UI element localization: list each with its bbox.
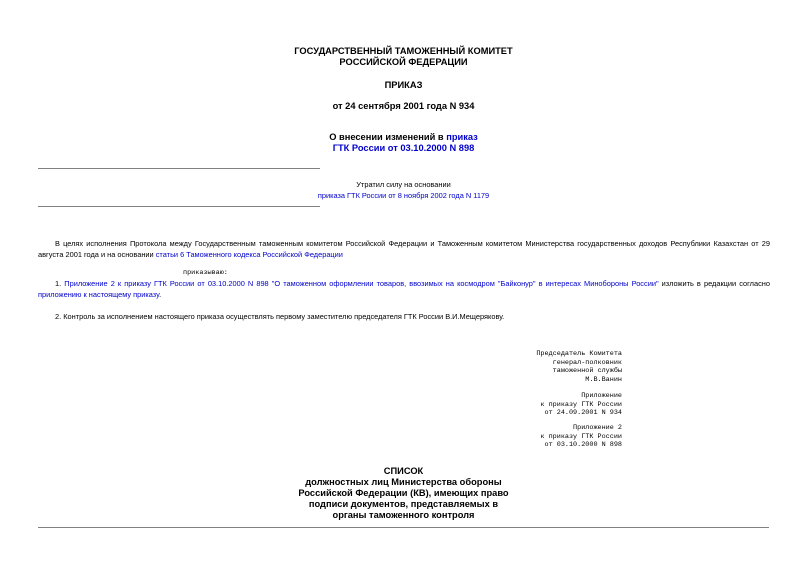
repeal-status-line2 (0, 191, 807, 201)
appendix-2-block (540, 424, 622, 450)
appendix-2-line2: к приказу ГТК России (540, 432, 622, 441)
signature-line2: генерал-полковник (552, 358, 622, 367)
subject-prefix: О внесении изменений в (329, 132, 447, 142)
intro-text: В целях исполнения Протокола между Государственным таможенным комитетом Российской Федерации и Таможенным комитетом Министерства государственных доходов Республики Казахстан от 29 августа 2001 года и на основании (38, 239, 770, 259)
item-2-text: 2. Контроль за исполнением настоящего приказа осуществлять первому заместителю председателя ГТК России В.И.Мещерякову. (55, 312, 505, 321)
customs-code-link[interactable]: статьи 6 Таможенного кодекса Российской Федерации (155, 249, 343, 259)
document-subject-line2 (0, 143, 807, 154)
subject-order-link-2[interactable]: ГТК России от 03.10.2000 N 898 (332, 143, 475, 153)
appendix-2-link[interactable]: Приложение 2 к приказу ГТК России от 03.10.2000 N 898 "О таможенном оформлении товаров, ввозимых на космодром "Байконур" в интересах Минобороны России" (64, 279, 659, 288)
document-subject-line1 (0, 132, 807, 143)
list-title-line2: должностных лиц Министерства обороны (305, 477, 502, 487)
item-1-paragraph: 1. Приложение 2 к приказу ГТК России от 03.10.2000 N 898 "О таможенном оформлении товаров, ввозимых на космодром "Байконур" в интересах Минобороны России" изложить в редакции согласно приложению к настоящему приказу. (38, 279, 770, 299)
appendix-1-line3: от 24.09.2001 N 934 (544, 409, 622, 418)
item-2-paragraph (38, 312, 770, 323)
list-title-line5: органы таможенного контроля (332, 510, 475, 520)
appendix-2-line3: от 03.10.2000 N 898 (544, 441, 622, 450)
item-1-text: изложить в редакции согласно (658, 279, 770, 288)
signature-line3: таможенной службы (552, 367, 622, 376)
list-title-line4: подписи документов, представляемых в (308, 499, 499, 509)
appendix-1-line2: к приказу ГТК России (540, 400, 622, 409)
appendix-1-block (540, 392, 622, 418)
signature-line1: Председатель Комитета (536, 350, 622, 358)
appendix-1-line1: Приложение (581, 392, 622, 400)
list-title: СПИСОК (383, 466, 424, 476)
item-1-number: 1. (55, 279, 65, 288)
appendix-link[interactable]: приложению к настоящему приказу (38, 289, 160, 299)
committee-name-line2: РОССИЙСКОЙ ФЕДЕРАЦИИ (339, 57, 468, 67)
repeal-status-text: Утратил силу на основании (356, 180, 451, 189)
table-top-border (38, 527, 769, 528)
subject-order-link[interactable]: приказ (446, 132, 478, 142)
signature-line4: М.В.Ванин (585, 375, 622, 384)
intro-paragraph (38, 239, 770, 260)
appendix-2-line1: Приложение 2 (573, 424, 622, 432)
document-type: ПРИКАЗ (384, 80, 423, 90)
divider-bottom (38, 206, 320, 207)
order-word: приказываю: (183, 269, 228, 277)
repeal-order-link[interactable]: приказа ГТК России от 8 ноября 2002 года N 1179 (317, 191, 490, 200)
signature-block (536, 350, 622, 384)
divider-top (38, 168, 320, 169)
document-date: от 24 сентября 2001 года N 934 (332, 101, 475, 111)
list-title-line3: Российской Федерации (КВ), имеющих право (298, 488, 509, 498)
committee-name-line1: ГОСУДАРСТВЕННЫЙ ТАМОЖЕННЫЙ КОМИТЕТ (294, 46, 513, 56)
